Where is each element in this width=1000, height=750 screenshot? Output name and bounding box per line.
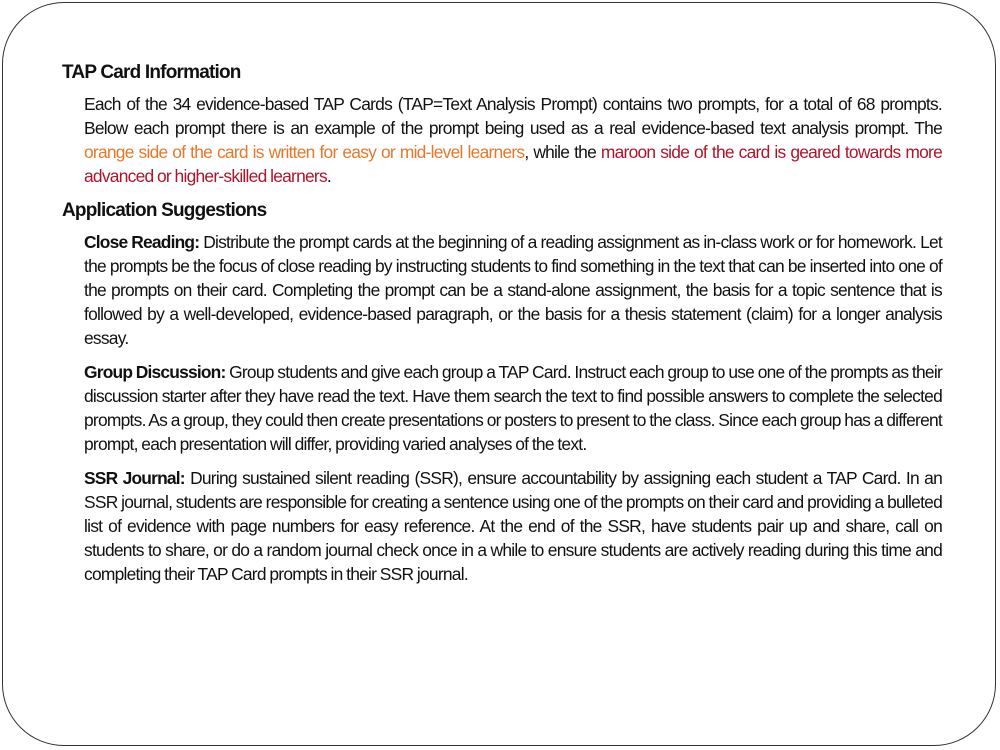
intro-text: Each of the 34 evidence-based TAP Cards (TAP=Text Analysis Prompt) contains two prompts, for a total of 68 prompts. Below each prompt there is an example of the prompt being used as a real evidence-based text analysis prompt. The bbox=[84, 94, 942, 138]
suggestion-group-discussion bbox=[84, 360, 942, 456]
suggestion-text: Distribute the prompt cards at the beginning of a reading assignment as in-class work or for homework. Let the prompts be the focus of close reading by instructing students to find something in the text that can be inserted into one of the prompts on their card. Completing the prompt can be a stand-alone assignment, the basis for a topic sentence that is followed by a well-developed, evidence-based paragraph, or the basis for a thesis statement (claim) for a longer analysis essay. bbox=[84, 232, 942, 348]
middle-text: , while the bbox=[524, 142, 601, 162]
orange-side-text: orange side of the card is written for easy or mid-level learners bbox=[84, 142, 525, 162]
tap-card-info-paragraph bbox=[84, 92, 942, 188]
end-text: . bbox=[326, 166, 332, 186]
suggestion-title: SSR Journal: bbox=[84, 468, 185, 488]
suggestion-title: Group Discussion: bbox=[84, 362, 226, 382]
application-suggestions-heading: Application Suggestions bbox=[62, 200, 267, 221]
document-content bbox=[62, 60, 942, 596]
maroon-side-text: maroon side of the card is geared towards more advanced or higher-skilled learners bbox=[84, 142, 942, 186]
suggestion-text: During sustained silent reading (SSR), ensure accountability by assigning each student a TAP Card. In an SSR journal, students are responsible for creating a sentence using one of the prompts on their card and providing a bulleted list of evidence with page numbers for easy reference. At the end of the SSR, have students pair up and share, call on students to share, or do a random journal check once in a while to ensure students are actively reading during this time and completing their TAP Card prompts in their SSR journal. bbox=[84, 468, 943, 584]
suggestion-close-reading bbox=[84, 230, 942, 350]
tap-card-info-heading: TAP Card Information bbox=[62, 62, 241, 83]
suggestion-title: Close Reading: bbox=[84, 232, 200, 252]
suggestion-ssr-journal bbox=[84, 466, 942, 586]
suggestion-text: Group students and give each group a TAP Card. Instruct each group to use one of the prompts as their discussion starter after they have read the text. Have them search the text to find possible answers to complete the selected prompts. As a group, they could then create presentations or posters to present to the class. Since each group has a different prompt, each presentation will differ, providing varied analyses of the text. bbox=[84, 362, 942, 454]
